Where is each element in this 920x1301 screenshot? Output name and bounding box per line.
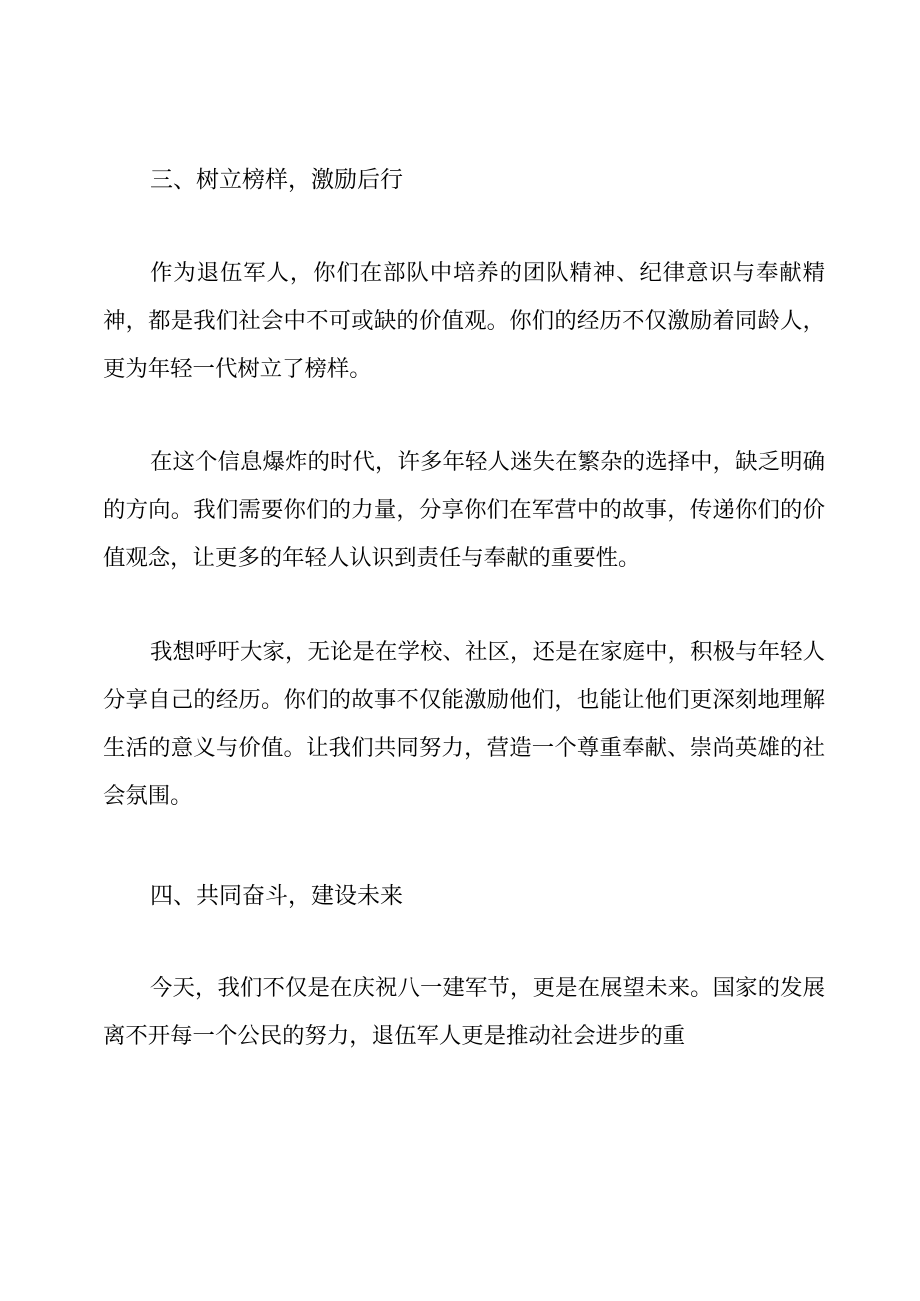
section-3-paragraph-2: 在这个信息爆炸的时代，许多年轻人迷失在繁杂的选择中，缺乏明确的方向。我们需要你们的力量，分享你们在军营中的故事，传递你们的价值观念，让更多的年轻人认识到责任与奉献的重要性。	[103, 449, 825, 571]
section-4-paragraph-1: 今天，我们不仅是在庆祝八一建军节，更是在展望未来。国家的发展离不开每一个公民的努力，退伍军人更是推动社会进步的重	[103, 975, 825, 1049]
section-3-paragraph-3: 我想呼吁大家，无论是在学校、社区，还是在家庭中，积极与年轻人分享自己的经历。你们的故事不仅能激励他们，也能让他们更深刻地理解生活的意义与价值。让我们共同努力，营造一个尊重奉献、崇尚英雄的社会氛围。	[103, 639, 825, 809]
section-3-paragraph-1: 作为退伍军人，你们在部队中培养的团队精神、纪律意识与奉献精神，都是我们社会中不可或缺的价值观。你们的经历不仅激励着同龄人，更为年轻一代树立了榜样。	[103, 260, 825, 382]
section-3-heading: 三、树立榜样，激励后行	[150, 167, 403, 193]
section-4-heading: 四、共同奋斗，建设未来	[150, 883, 403, 909]
